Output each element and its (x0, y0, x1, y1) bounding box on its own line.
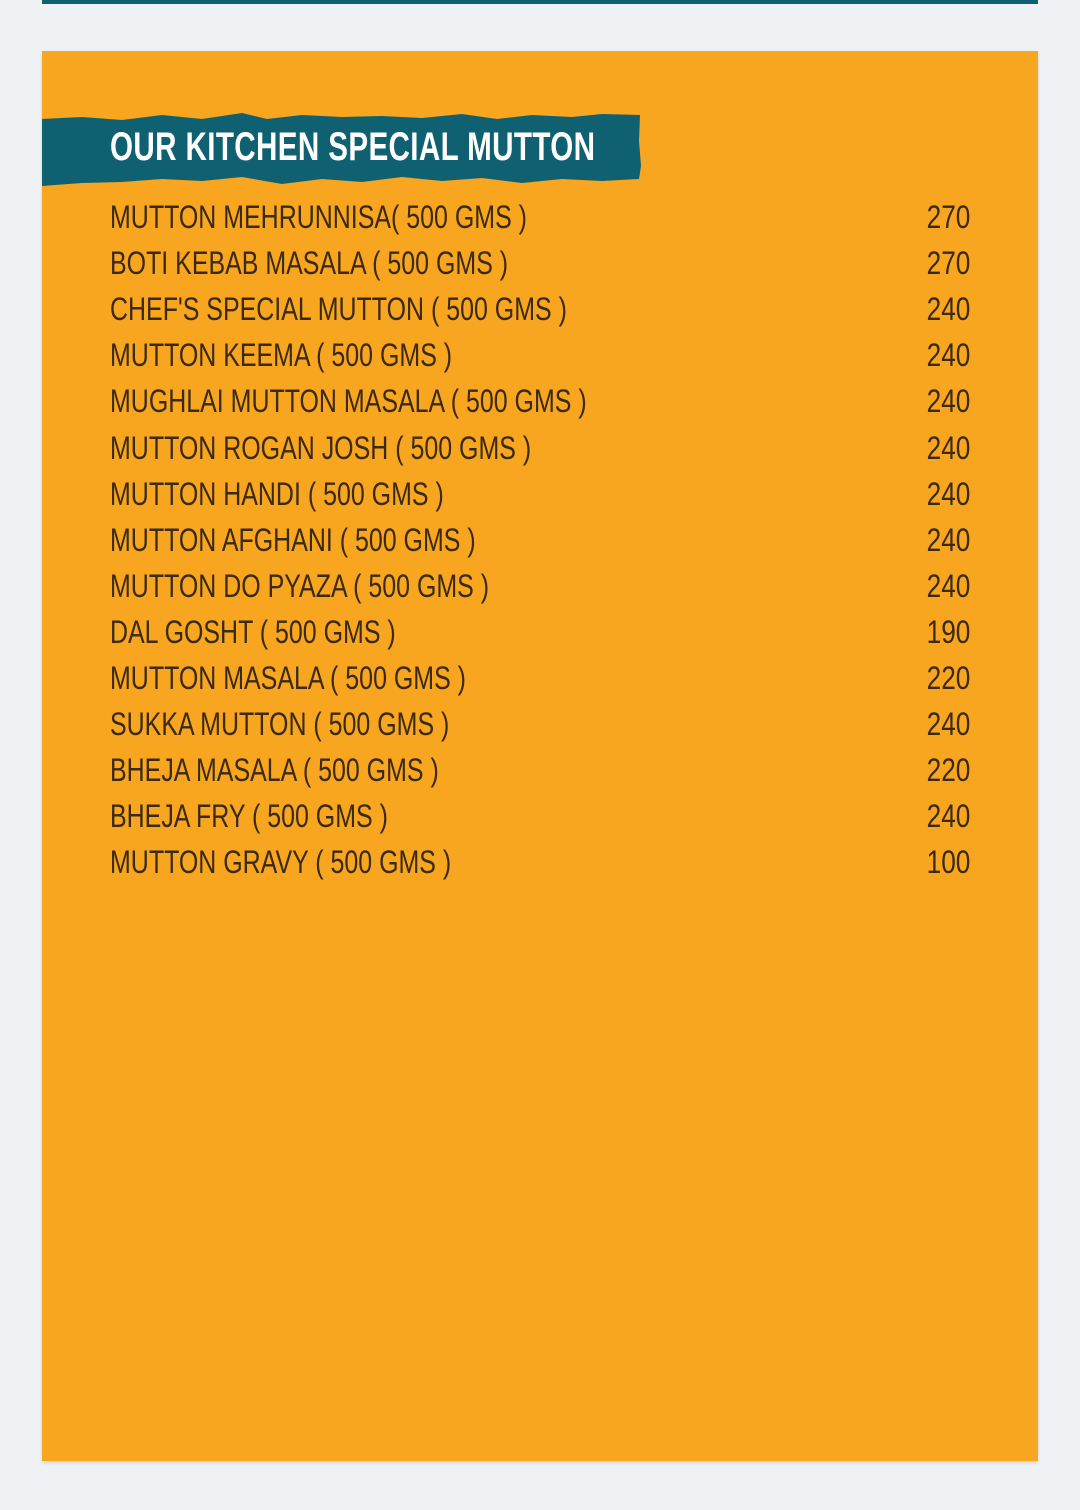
menu-item-name: MUTTON DO PYAZA ( 500 GMS ) (110, 567, 490, 604)
menu-item-price: 240 (926, 475, 970, 512)
menu-item-name: MUTTON HANDI ( 500 GMS ) (110, 475, 444, 512)
menu-item-name: BOTI KEBAB MASALA ( 500 GMS ) (110, 245, 509, 282)
menu-item-price: 240 (926, 383, 970, 420)
menu-item (110, 614, 970, 660)
menu-item-name: MUTTON AFGHANI ( 500 GMS ) (110, 521, 476, 558)
menu-item-price: 240 (926, 291, 970, 328)
menu-item-price: 240 (926, 567, 970, 604)
menu-item-price: 270 (926, 245, 970, 282)
menu-item (110, 337, 970, 383)
menu-item-price: 240 (926, 798, 970, 835)
menu-item (110, 844, 970, 890)
menu-item-name: MUTTON ROGAN JOSH ( 500 GMS ) (110, 429, 532, 466)
menu-item-price: 240 (926, 706, 970, 743)
menu-item-name: CHEF'S SPECIAL MUTTON ( 500 GMS ) (110, 291, 567, 328)
menu-item-name: BHEJA FRY ( 500 GMS ) (110, 798, 388, 835)
menu-item (110, 199, 970, 245)
menu-card (42, 51, 1038, 1461)
menu-item-price: 270 (926, 199, 970, 235)
menu-item-name: BHEJA MASALA ( 500 GMS ) (110, 752, 439, 789)
menu-item (110, 660, 970, 706)
section-banner (42, 111, 642, 189)
menu-item-name: DAL GOSHT ( 500 GMS ) (110, 613, 396, 650)
menu-item-price: 100 (926, 844, 970, 881)
menu-item (110, 383, 970, 429)
menu-item (110, 752, 970, 798)
menu-item-name: MUTTON GRAVY ( 500 GMS ) (110, 844, 452, 881)
menu-item (110, 798, 970, 844)
menu-item-name: MUTTON KEEMA ( 500 GMS ) (110, 337, 453, 374)
menu-item (110, 568, 970, 614)
menu-item-price: 220 (926, 660, 970, 696)
menu-item (110, 245, 970, 291)
section-title: OUR KITCHEN SPECIAL MUTTON (110, 125, 596, 169)
menu-item (110, 706, 970, 752)
menu-item-price: 240 (926, 429, 970, 466)
menu-item-price: 220 (926, 752, 970, 789)
menu-item (110, 476, 970, 522)
menu-item (110, 430, 970, 476)
menu-item (110, 522, 970, 568)
menu-item-name: MUTTON MEHRUNNISA( 500 GMS ) (110, 199, 527, 235)
menu-item-price: 190 (926, 613, 970, 650)
top-divider (42, 0, 1038, 4)
menu-item-price: 240 (926, 521, 970, 558)
menu-item-price: 240 (926, 337, 970, 374)
menu-item-name: MUTTON MASALA ( 500 GMS ) (110, 660, 466, 696)
menu-item-name: MUGHLAI MUTTON MASALA ( 500 GMS ) (110, 383, 587, 420)
menu-item-name: SUKKA MUTTON ( 500 GMS ) (110, 706, 450, 743)
menu-item (110, 291, 970, 337)
